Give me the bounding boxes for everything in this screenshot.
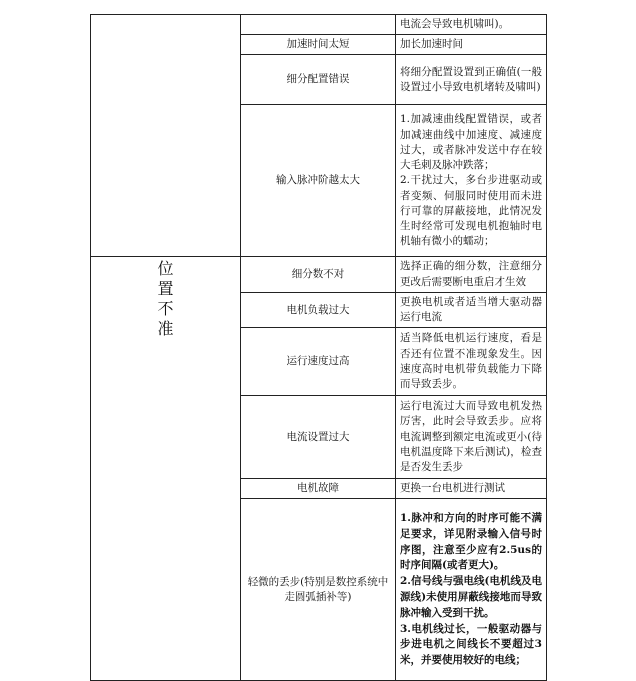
- cause-cell: 细分配置错误: [241, 55, 396, 105]
- cause-cell: 轻微的丢步(特别是数控系统中走圆弧插补等): [241, 499, 396, 681]
- solution-text: 更换一台电机进行测试: [400, 482, 505, 495]
- solution-cell: [396, 105, 547, 257]
- solution-cell: [396, 55, 547, 105]
- solution-text: 适当降低电机运行速度，看是否还有位置不准现象发生。因速度高时电机带负载能力下降而导致丢步。: [400, 332, 542, 390]
- category-cell-previous: [91, 15, 241, 257]
- solution-cell: [396, 479, 547, 499]
- cause-cell: 电机负载过大: [241, 292, 396, 327]
- solution-text: 电流会导致电机啸叫)。: [400, 18, 510, 30]
- troubleshooting-table: [90, 14, 547, 681]
- cause-cell: 电机故障: [241, 479, 396, 499]
- solution-text: 1.加减速曲线配置错误，或者加减速曲线中加速度、减速度过大，或者脉冲发送中存在较大毛刺及脉冲跌落；: [400, 113, 542, 172]
- cause-cell: 细分数不对: [241, 257, 396, 292]
- solution-cell: [396, 396, 547, 479]
- solution-cell: [396, 35, 547, 55]
- cause-cell: 加速时间太短: [241, 35, 396, 55]
- solution-text: 将细分配置设置到正确值(一般设置过小导致电机堵转及啸叫): [400, 65, 542, 93]
- cause-cell: 输入脉冲阶越太大: [241, 105, 396, 257]
- table-row: [91, 257, 547, 292]
- solution-text: 选择正确的细分数，注意细分更改后需要断电重启才生效: [400, 260, 542, 288]
- solution-text: 加长加速时间: [400, 38, 463, 51]
- troubleshooting-table-page: [90, 14, 546, 681]
- solution-text: 2.信号线与强电线(电机线及电源线)未使用屏蔽线接地而导致脉冲输入受到干扰。: [400, 575, 542, 619]
- solution-text: 2.干扰过大，多台步进驱动或者变频、伺服同时使用而未进行可靠的屏蔽接地，此情况发生时经常可发现电机抱轴时电机轴有微小的蠕动；: [400, 174, 542, 248]
- solution-text: 更换电机或者适当增大驱动器运行电流: [400, 295, 542, 324]
- solution-cell: [396, 499, 547, 681]
- cause-cell: [241, 15, 396, 35]
- cause-cell: 电流设置过大: [241, 396, 396, 479]
- solution-cell: [396, 328, 547, 396]
- solution-text: 3.电机线过长，一般驱动器与步进电机之间线长不要超过3米，并要使用较好的电线；: [400, 622, 542, 667]
- solution-cell: [396, 15, 547, 35]
- category-cell: [91, 257, 241, 681]
- solution-text: 运行电流过大而导致电机发热厉害，此时会导致丢步。应将电流调整到额定电流或更小(待电机温度降下来后测试)，检查是否发生丢步: [400, 400, 542, 474]
- table-row: [91, 15, 547, 35]
- solution-cell: [396, 257, 547, 292]
- solution-text: 1.脉冲和方向的时序可能不满足要求，详见附录输入信号时序图，注意至少应有2.5us的时序间隔(或者更大)。: [400, 511, 542, 572]
- cause-cell: 运行速度过高: [241, 328, 396, 396]
- solution-cell: [396, 292, 547, 327]
- category-label: 位置不准: [157, 259, 174, 339]
